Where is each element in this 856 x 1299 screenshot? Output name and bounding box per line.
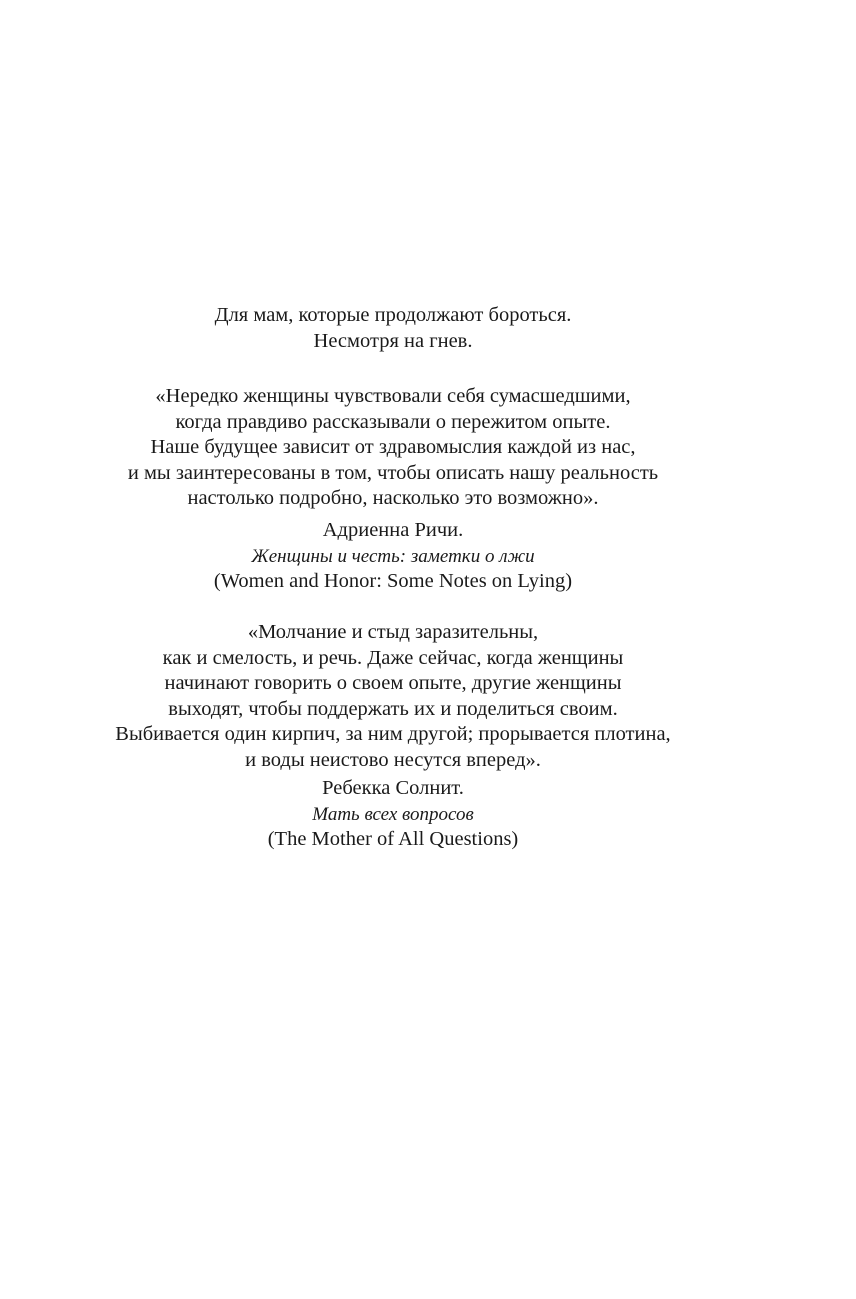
quote-line: настолько подробно, насколько это возможно». <box>187 487 599 509</box>
epigraph-quote-solnit <box>0 620 786 773</box>
dedication <box>0 303 786 354</box>
quote-work-title-ru: Женщины и честь: заметки о лжи <box>251 546 535 567</box>
quote-work-title-original: (Women and Honor: Some Notes on Lying) <box>213 570 573 592</box>
epigraph-quote-rich <box>0 384 786 512</box>
quote-line: и воды неистово несутся вперед». <box>245 748 541 771</box>
quote-line: и мы заинтересованы в том, чтобы описать нашу реальность <box>127 461 659 484</box>
dedication-line: Несмотря на гнев. <box>313 329 473 352</box>
quote-work-title-ru: Мать всех вопросов <box>312 804 474 825</box>
quote-author: Ребекка Солнит. <box>322 777 464 799</box>
quote-line: «Молчание и стыд заразительны, <box>247 621 539 643</box>
quote-line: начинают говорить о своем опыте, другие женщины <box>164 672 622 694</box>
epigraph-attribution-solnit <box>0 775 786 852</box>
dedication-line: Для мам, которые продолжают бороться. <box>214 304 572 326</box>
quote-work-title-original: (The Mother of All Questions) <box>267 828 519 850</box>
quote-author: Адриенна Ричи. <box>322 519 464 541</box>
quote-line: когда правдиво рассказывали о пережитом опыте. <box>175 410 611 433</box>
quote-line: Выбивается один кирпич, за ним другой; прорывается плотина, <box>115 723 671 745</box>
quote-line: выходят, чтобы поддержать их и поделиться своим. <box>168 697 618 720</box>
epigraph-attribution-rich <box>0 517 786 594</box>
quote-line: «Нередко женщины чувствовали себя сумасшедшими, <box>155 385 631 407</box>
quote-line: как и смелость, и речь. Даже сейчас, когда женщины <box>162 646 624 669</box>
quote-line: Наше будущее зависит от здравомыслия каждой из нас, <box>150 436 636 458</box>
